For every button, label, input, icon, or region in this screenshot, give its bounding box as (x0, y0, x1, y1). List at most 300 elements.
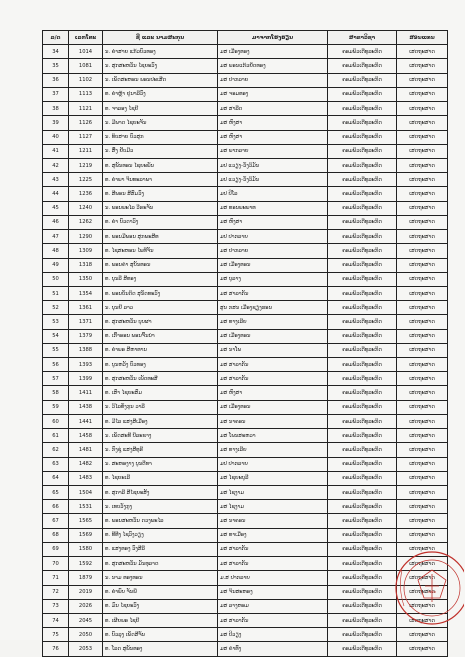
major-field: ຄອມພິວເຕີທຸລະກິດ (328, 329, 397, 343)
substitute-field: ເສດຖະສາດ (397, 144, 448, 158)
desk-number: 1379 (69, 329, 103, 343)
student-name: ນ. ນາມ ທອງທອນ (103, 571, 218, 585)
origin-school: ມປ ປາກລາຍ (218, 230, 328, 244)
origin-school: ມສ ເມືອງທອນ (218, 329, 328, 343)
substitute-field: ເສດຖະສາດ (397, 286, 448, 300)
major-field: ຄອມພິວເຕີທຸລະກິດ (328, 201, 397, 215)
row-number: 34 (43, 45, 69, 59)
student-name: ນ. ເພັດສະທີ ບີລະຂາງ (103, 429, 218, 443)
header-from-school: ມາຈາກໂຮງຮຽນ (218, 31, 328, 45)
major-field: ຄອມພິວເຕີທຸລະກິດ (328, 45, 397, 59)
origin-school: ມ.ສ ປາກລາຍ (218, 571, 328, 585)
table-row (43, 116, 448, 130)
origin-school: ມສ ໄຊງາມ (218, 500, 328, 514)
substitute-field: ເສດຖະສາດ (397, 457, 448, 471)
origin-school: ມປ ແວຽງ-ວັງວິມັນ (218, 173, 328, 187)
row-number: 65 (43, 486, 69, 500)
substitute-field: ເສດຖະສາດ (397, 443, 448, 457)
student-name: ທ. ທີທີງ ໄຊວົງວຽງ (103, 528, 218, 542)
desk-number: 1225 (69, 173, 103, 187)
student-name: ທ. ໂລດ ສຸພັນທອງ (103, 642, 218, 656)
major-field: ຄອມພິວເຕີທຸລະກິດ (328, 215, 397, 229)
origin-school: ມສ ລາງຫອມ (218, 599, 328, 613)
desk-number: 1102 (69, 73, 103, 87)
origin-school: ມສ ເມືອງທອງ (218, 45, 328, 59)
desk-number: 1393 (69, 358, 103, 372)
table-row (43, 301, 448, 315)
desk-number: 2045 (69, 613, 103, 627)
substitute-field: ເສດຖະສາດ (397, 471, 448, 485)
origin-school: ມສ ຄຳທົ່ງ (218, 642, 328, 656)
substitute-field: ເສດຖະສາດ (397, 372, 448, 386)
major-field: ຄອມພິວເຕີທຸລະກິດ (328, 59, 397, 73)
row-number: 54 (43, 329, 69, 343)
origin-school: ມສ ທາເມືອງ (218, 528, 328, 542)
desk-number: 1318 (69, 258, 103, 272)
desk-number: 1565 (69, 514, 103, 528)
desk-number: 1483 (69, 471, 103, 485)
row-number: 73 (43, 599, 69, 613)
row-number: 76 (43, 642, 69, 656)
substitute-field: ເສດຖະສາດ (397, 102, 448, 116)
table-header-row (43, 31, 448, 45)
student-name: ທ. ເຜີຍພອ ໄຊຍີ (103, 613, 218, 627)
desk-number: 1350 (69, 272, 103, 286)
table-row (43, 87, 448, 101)
major-field: ຄອມພິວເຕີທຸລະກິດ (328, 102, 397, 116)
student-name: ທ. ໄຊຍະເລີ (103, 471, 218, 485)
desk-number: 1371 (69, 315, 103, 329)
row-number: 38 (43, 102, 69, 116)
row-number: 37 (43, 87, 69, 101)
row-number: 60 (43, 414, 69, 428)
desk-number: 1481 (69, 443, 103, 457)
substitute-field: ເສດຖະສາດ (397, 59, 448, 73)
desk-number: 1014 (69, 45, 103, 59)
origin-school: ມສ ສາລາກັນ (218, 372, 328, 386)
row-number: 44 (43, 187, 69, 201)
origin-school: ສູນ ກສນ ເມືອງຊຽງຮອນ (218, 301, 328, 315)
table-row (43, 400, 448, 414)
major-field: ຄອມພິວເຕີທຸລະກິດ (328, 158, 397, 172)
student-name: ທ. ສຸພັນທອນ ໄຊຍະພັນ (103, 158, 218, 172)
row-number: 46 (43, 215, 69, 229)
origin-school: ມສ ເມືອງທອນ (218, 258, 328, 272)
substitute-field: ເສດຖະສາດ (397, 116, 448, 130)
major-field: ຄອມພິວເຕີທຸລະກິດ (328, 386, 397, 400)
desk-number: 1569 (69, 528, 103, 542)
substitute-field: ເສດຖະສາດ (397, 557, 448, 571)
major-field: ຄອມພິວເຕີທຸລະກິດ (328, 144, 397, 158)
major-field: ຄອມພິວເຕີທຸລະກິດ (328, 500, 397, 514)
desk-number: 1482 (69, 457, 103, 471)
table-row (43, 443, 448, 457)
substitute-field: ເສດຖະສາດ (397, 201, 448, 215)
major-field: ຄອມພິວເຕີທຸລະກິດ (328, 642, 397, 656)
major-field: ຄອມພິວເຕີທຸລະກິດ (328, 414, 397, 428)
major-field: ຄອມພິວເຕີທຸລະກິດ (328, 486, 397, 500)
substitute-field: ເສດຖະສາດ (397, 73, 448, 87)
row-number: 72 (43, 585, 69, 599)
table-row (43, 471, 448, 485)
major-field: ຄອມພິວເຕີທຸລະກິດ (328, 258, 397, 272)
origin-school: ມສ ພອນແກ້ວຍຶດທອງ (218, 59, 328, 73)
major-field: ຄອມພິວເຕີທຸລະກິດ (328, 471, 397, 485)
header-no: ລ/ດ (43, 31, 69, 45)
major-field: ຄອມພິວເຕີທຸລະກິດ (328, 571, 397, 585)
table-row (43, 343, 448, 357)
desk-number: 1240 (69, 201, 103, 215)
origin-school: ມສ ສາລີດ (218, 102, 328, 116)
substitute-field: ເສດຖະສາດ (397, 514, 448, 528)
table-row (43, 59, 448, 73)
table-row (43, 486, 448, 500)
row-number: 55 (43, 343, 69, 357)
student-name: ນ. ເທບວັງກູງ (103, 500, 218, 514)
origin-school: ມສ ຈອມທອງ (218, 87, 328, 101)
student-name: ທ. ພອນສະຫວັນ ດວງພະໄລ (103, 514, 218, 528)
origin-school: ມສ ສາລາກັນ (218, 286, 328, 300)
row-number: 50 (43, 272, 69, 286)
substitute-field: ເສດຖະສາດ (397, 301, 448, 315)
student-name: ນ. ເພັດສະຫອນ ພອນປະເສີດ (103, 73, 218, 87)
row-number: 39 (43, 116, 69, 130)
desk-number: 1211 (69, 144, 103, 158)
student-name: ນ. ມີພາດ ໄຊຍະຈັນ (103, 116, 218, 130)
substitute-field: ເສດຖະສາດ (397, 585, 448, 599)
header-full-name: ຊື່ ແລະ ນາມສະກຸນ (103, 31, 218, 45)
row-number: 67 (43, 514, 69, 528)
row-number: 45 (43, 201, 69, 215)
desk-number: 1531 (69, 500, 103, 514)
table-body (43, 45, 448, 656)
origin-school: ມປ ແວຽງ-ວັງວິມັນ (218, 158, 328, 172)
origin-school: ມສ ທອນພະພາທ (218, 201, 328, 215)
header-substitute: ສອນແທນ (397, 31, 448, 45)
substitute-field: ເສດຖະສາດ (397, 414, 448, 428)
row-number: 53 (43, 315, 69, 329)
origin-school: ມປ ປິໂລ (218, 187, 328, 201)
major-field: ຄອມພິວເຕີທຸລະກິດ (328, 429, 397, 443)
major-field: ຄອມພິວເຕີທຸລະກິດ (328, 301, 397, 315)
substitute-field: ເສດຖະສາດ (397, 628, 448, 642)
desk-number: 1879 (69, 571, 103, 585)
substitute-field: ເສດຖະສາດ (397, 613, 448, 627)
table-row (43, 102, 448, 116)
origin-school: ມສ ຫົງສາ (218, 386, 328, 400)
table-row (43, 599, 448, 613)
desk-number: 1399 (69, 372, 103, 386)
major-field: ຄອມພິວເຕີທຸລະກິດ (328, 87, 397, 101)
substitute-field: ເສດຖະສາດ (397, 187, 448, 201)
student-name: ທ. ມີໄລ ແສງສີເມືອງ (103, 414, 218, 428)
origin-school: ມສ ສາລາກັນ (218, 358, 328, 372)
substitute-field: ເສດຖະສາດ (397, 315, 448, 329)
substitute-field: ເສດຖະສາດ (397, 230, 448, 244)
substitute-field: ເສດຖະສາດ (397, 386, 448, 400)
desk-number: 1592 (69, 557, 103, 571)
major-field: ຄອມພິວເຕີທຸລະກິດ (328, 187, 397, 201)
row-number: 40 (43, 130, 69, 144)
table-row (43, 642, 448, 656)
origin-school: ມສ ສາລາກັນ (218, 542, 328, 556)
desk-number: 1121 (69, 102, 103, 116)
student-name: ທ. ສີພອນ ສີສົມວົງ (103, 187, 218, 201)
student-name: ນ. ສຸກສະຫວັນ ໄຊຍະວົງ (103, 59, 218, 73)
table-row (43, 286, 448, 300)
row-number: 51 (43, 286, 69, 300)
substitute-field: ເສດຖະສາດ (397, 158, 448, 172)
substitute-field: ເສດຖະສາດ (397, 173, 448, 187)
substitute-field: ເສດຖະສາດ (397, 486, 448, 500)
student-name: ທ. ຄຳພົບ ຈັນພີ (103, 585, 218, 599)
origin-school: ມສ ສາລາກັນ (218, 557, 328, 571)
row-number: 74 (43, 613, 69, 627)
row-number: 57 (43, 372, 69, 386)
major-field: ຄອມພິວເຕີທຸລະກິດ (328, 116, 397, 130)
major-field: ຄອມພິວເຕີທຸລະກິດ (328, 173, 397, 187)
row-number: 68 (43, 528, 69, 542)
desk-number: 2026 (69, 599, 103, 613)
origin-school: ມສ ທາງເລີຍ (218, 443, 328, 457)
substitute-field: ເສດຖະສາດ (397, 130, 448, 144)
student-name: ທ. ສຸກາລີ ສີໄຊຍະສັງ (103, 486, 218, 500)
desk-number: 1127 (69, 130, 103, 144)
substitute-field: ເສດຖະສາດ (397, 329, 448, 343)
major-field: ຄອມພິວເຕີທຸລະກິດ (328, 528, 397, 542)
student-name: ທ. ບົວລຸງ ເພັດສີຈັນ (103, 628, 218, 642)
student-name: ທ. ພອນບັນດິດ ສຸນັດທະວົງ (103, 286, 218, 300)
major-field: ຄອມພິວເຕີທຸລະກິດ (328, 585, 397, 599)
origin-school: ມສ ໂພນສະຫວາ (218, 429, 328, 443)
header-major: ສາຂາວິຊາ (328, 31, 397, 45)
major-field: ຄອມພິວເຕີທຸລະກິດ (328, 557, 397, 571)
origin-school: ມສ ພາກລາຍ (218, 144, 328, 158)
major-field: ຄອມພິວເຕີທຸລະກິດ (328, 73, 397, 87)
major-field: ຄອມພິວເຕີທຸລະກິດ (328, 628, 397, 642)
student-name: ທ. ມົນ ໄຊຍະວົງ (103, 599, 218, 613)
major-field: ຄອມພິວເຕີທຸລະກິດ (328, 244, 397, 258)
student-name: ທ. ຄຳພອ ສີຫາທານ (103, 343, 218, 357)
desk-number: 1309 (69, 244, 103, 258)
origin-school: ມສ ຈິນສະຫອງ (218, 585, 328, 599)
student-name: ນ. ສົ້ງ ຢັບມີວ (103, 144, 218, 158)
student-name: ທ. ພອນມີພອນ ສຸກພະສີທ (103, 230, 218, 244)
table-row (43, 542, 448, 556)
desk-number: 2050 (69, 628, 103, 642)
desk-number: 1458 (69, 429, 103, 443)
origin-school: ມສ ບູລາງ (218, 272, 328, 286)
row-number: 35 (43, 59, 69, 73)
desk-number: 1388 (69, 343, 103, 357)
row-number: 63 (43, 457, 69, 471)
student-name: ທ. ສຸກສະຫວັນ ມັ່ນທຸລາດ (103, 557, 218, 571)
row-number: 75 (43, 628, 69, 642)
table-row (43, 130, 448, 144)
origin-school: ມສ ໄຊງາມ (218, 486, 328, 500)
row-number: 43 (43, 173, 69, 187)
row-number: 70 (43, 557, 69, 571)
major-field: ຄອມພິວເຕີທຸລະກິດ (328, 443, 397, 457)
origin-school: ມປ ປາກລາຍ (218, 457, 328, 471)
student-name: ນ. ພອນພະໄລ ວີຣະຈັນ (103, 201, 218, 215)
student-name: ທ. ສຸກສະຫວັນ ເພັດທະສີ (103, 372, 218, 386)
major-field: ຄອມພິວເຕີທຸລະກິດ (328, 358, 397, 372)
substitute-field: ເສດຖະສາດ (397, 358, 448, 372)
student-name: ນ. ບຸນຍີ ລາວ (103, 301, 218, 315)
table-row (43, 386, 448, 400)
origin-school: ມສ ສາລາກັນ (218, 613, 328, 627)
table-row (43, 201, 448, 215)
table-row (43, 230, 448, 244)
substitute-field: ເສດຖະສາດ (397, 343, 448, 357)
header-desk-number: ເລກໂຕະ (69, 31, 103, 45)
major-field: ຄອມພິວເຕີທຸລະກິດ (328, 599, 397, 613)
row-number: 64 (43, 471, 69, 485)
desk-number: 1361 (69, 301, 103, 315)
student-table (42, 30, 448, 657)
origin-school: ມສ ປິວຽງ (218, 628, 328, 642)
table-row (43, 500, 448, 514)
substitute-field: ເສດຖະສາດ (397, 272, 448, 286)
substitute-field: ເສດຖະສາດ (397, 642, 448, 656)
table-row (43, 457, 448, 471)
table-row (43, 315, 448, 329)
table-row (43, 187, 448, 201)
student-name: ທ. ຄຳຫຼ້າ ຢູນາລີວົງ (103, 87, 218, 101)
major-field: ຄອມພິວເຕີທຸລະກິດ (328, 272, 397, 286)
table-row (43, 144, 448, 158)
desk-number: 1081 (69, 59, 103, 73)
row-number: 62 (43, 443, 69, 457)
major-field: ຄອມພິວເຕີທຸລະກິດ (328, 130, 397, 144)
table-row (43, 358, 448, 372)
substitute-field: ເສດຖະສາດ (397, 542, 448, 556)
table-row (43, 272, 448, 286)
desk-number: 1290 (69, 230, 103, 244)
student-name: ທ. ພອນຄຳ ສຸບັນທອນ (103, 258, 218, 272)
desk-number: 1441 (69, 414, 103, 428)
student-name: ທ. ຄຳ ບົວດາວົງ (103, 215, 218, 229)
table-row (43, 571, 448, 585)
major-field: ຄອມພິວເຕີທຸລະກິດ (328, 286, 397, 300)
desk-number: 1354 (69, 286, 103, 300)
row-number: 48 (43, 244, 69, 258)
student-name: ນ. ວິໄລທັງກຸນ ວາລີ (103, 400, 218, 414)
substitute-field: ເສດຖະສາດ (397, 45, 448, 59)
student-name: ນ. ກົງຊຸ່ ແສງສີທຸຣີ (103, 443, 218, 457)
desk-number: 1438 (69, 400, 103, 414)
table-row (43, 429, 448, 443)
origin-school: ມສ ນາໂພ (218, 343, 328, 357)
table-row (43, 215, 448, 229)
origin-school: ມສ ຫົງສາ (218, 116, 328, 130)
substitute-field: ເສດຖະສາດ (397, 400, 448, 414)
student-name: ທ. ບູນຫວັງ ບົວທອງ (103, 358, 218, 372)
row-number: 69 (43, 542, 69, 556)
origin-school: ມສ ເມືອງທອນ (218, 400, 328, 414)
desk-number: 1504 (69, 486, 103, 500)
row-number: 49 (43, 258, 69, 272)
student-name: ທ. ໄຊສະຫອນ ໄພທີຈັນ (103, 244, 218, 258)
substitute-field: ເສດຖະສາດ (397, 258, 448, 272)
major-field: ຄອມພິວເຕີທຸລະກິດ (328, 372, 397, 386)
substitute-field: ເສດຖະສາດ (397, 500, 448, 514)
row-number: 56 (43, 358, 69, 372)
student-name: ນ. ທິບສາຍ ບົວສຸກ (103, 130, 218, 144)
major-field: ຄອມພິວເຕີທຸລະກິດ (328, 315, 397, 329)
table-row (43, 329, 448, 343)
origin-school: ມສ ທາງເລີຍ (218, 315, 328, 329)
substitute-field: ເສດຖະສາດ (397, 215, 448, 229)
row-number: 52 (43, 301, 69, 315)
substitute-field: ເສດຖະສາດ (397, 244, 448, 258)
desk-number: 1236 (69, 187, 103, 201)
row-number: 71 (43, 571, 69, 585)
row-number: 66 (43, 500, 69, 514)
student-name: ນ. ຄຳສາຍ ແກ້ວບົວທອງ (103, 45, 218, 59)
origin-school: ມສ ປາກລາຍ (218, 73, 328, 87)
student-name: ທ. ເສົາ ໄຊຍະສົມ (103, 386, 218, 400)
major-field: ຄອມພິວເຕີທຸລະກິດ (328, 514, 397, 528)
table-row (43, 258, 448, 272)
major-field: ຄອມພິວເຕີທຸລະກິດ (328, 400, 397, 414)
table-row (43, 585, 448, 599)
major-field: ຄອມພິວເຕີທຸລະກິດ (328, 542, 397, 556)
row-number: 58 (43, 386, 69, 400)
origin-school: ມສ ໄຊຍະບູລີ (218, 471, 328, 485)
desk-number: 2053 (69, 642, 103, 656)
substitute-field: ເສດຖະສາດ (397, 571, 448, 585)
row-number: 61 (43, 429, 69, 443)
table-row (43, 414, 448, 428)
student-name: ທ. ບຸນລີ ສີທອງ (103, 272, 218, 286)
table-row (43, 45, 448, 59)
origin-school: ມສ ຫົງສາ (218, 215, 328, 229)
table-row (43, 244, 448, 258)
table-row (43, 528, 448, 542)
substitute-field: ເສດຖະສາດ (397, 87, 448, 101)
row-number: 59 (43, 400, 69, 414)
table-row (43, 173, 448, 187)
desk-number: 2019 (69, 585, 103, 599)
row-number: 42 (43, 158, 69, 172)
desk-number: 1126 (69, 116, 103, 130)
table-row (43, 514, 448, 528)
student-name: ທ. ຈາລອງ ໄຊຍີ (103, 102, 218, 116)
origin-school: ມສ ນາຄອນ (218, 414, 328, 428)
substitute-field: ເສດຖະສາດ (397, 528, 448, 542)
origin-school: ມສ ປາກລາຍ (218, 244, 328, 258)
student-name: ນ. ສະຫອງາງ ບູນຕີທາ (103, 457, 218, 471)
row-number: 36 (43, 73, 69, 87)
substitute-field: ເສດຖະສາດ (397, 429, 448, 443)
substitute-field: ເສດຖະສາດ (397, 599, 448, 613)
row-number: 47 (43, 230, 69, 244)
origin-school: ມສ ຫົງສາ (218, 130, 328, 144)
desk-number: 1262 (69, 215, 103, 229)
table-row (43, 372, 448, 386)
major-field: ຄອມພິວເຕີທຸລະກິດ (328, 343, 397, 357)
major-field: ຄອມພິວເຕີທຸລະກິດ (328, 457, 397, 471)
major-field: ຄອມພິວເຕີທຸລະກິດ (328, 230, 397, 244)
student-name: ທ. ສຸກສະຫວັນ ບຸບຜາ (103, 315, 218, 329)
student-name: ທ. ຄຳພາ ຈິນທະລາພາ (103, 173, 218, 187)
table-row (43, 613, 448, 627)
desk-number: 1219 (69, 158, 103, 172)
student-name: ທ. ເກົ້າອອນ ພອນຈົ້ນນຳ (103, 329, 218, 343)
table-row (43, 557, 448, 571)
